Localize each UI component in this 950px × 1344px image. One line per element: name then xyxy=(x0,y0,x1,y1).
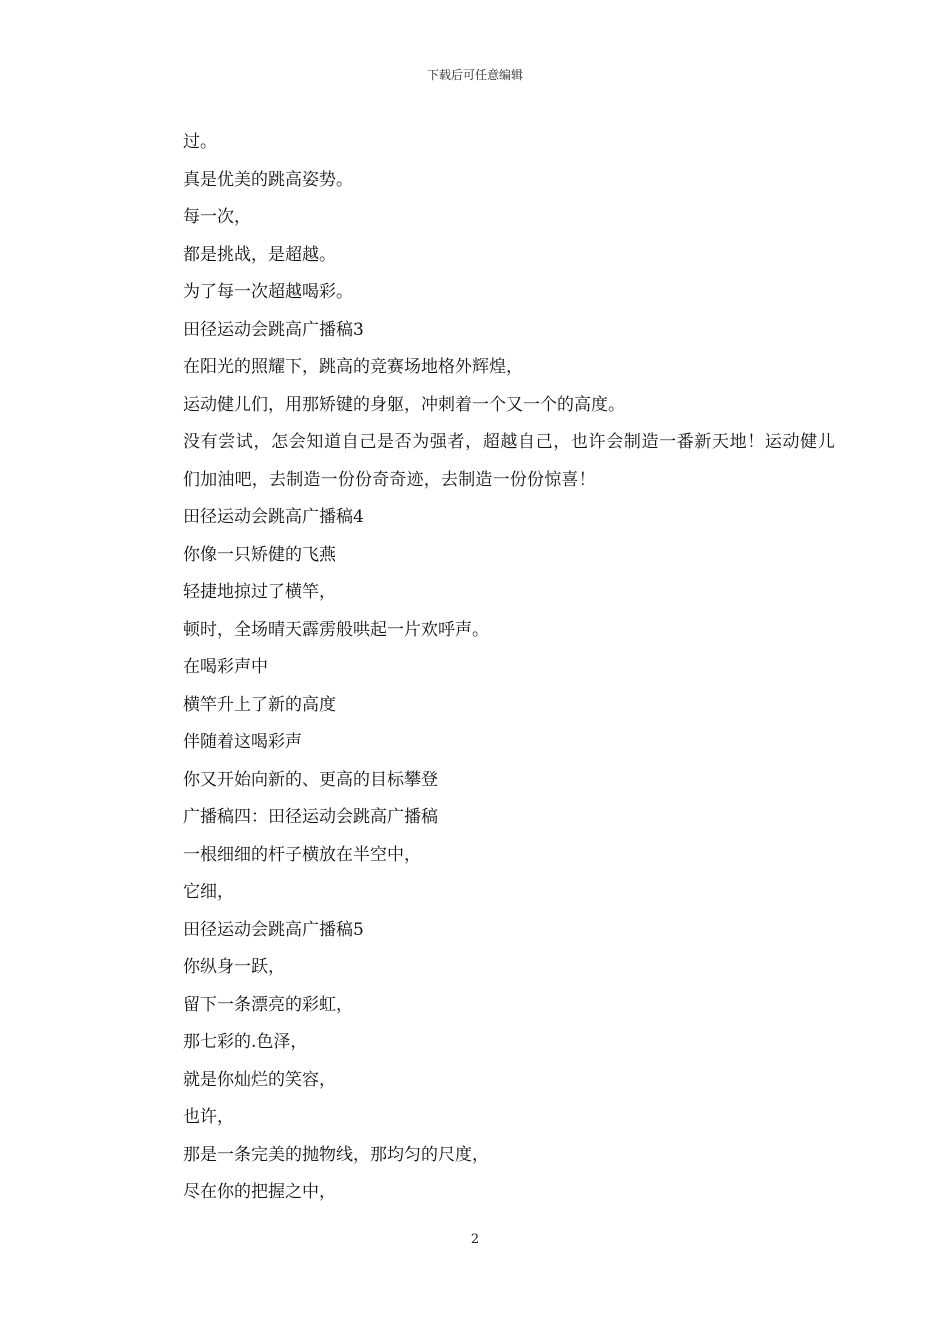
paragraph: 留下一条漂亮的彩虹， xyxy=(183,994,353,1015)
paragraph: 都是挑战，是超越。 xyxy=(183,244,336,265)
document-body xyxy=(145,124,835,1212)
paragraph: 轻捷地掠过了横竿， xyxy=(183,582,336,602)
paragraph: 就是你灿烂的笑容， xyxy=(183,1069,336,1090)
paragraph: 尽在你的把握之中， xyxy=(183,1182,336,1202)
page-number: 2 xyxy=(470,1232,480,1247)
paragraph: 也许， xyxy=(183,1107,234,1127)
section-heading: 田径运动会跳高广播稿3 xyxy=(183,319,364,340)
paragraph: 伴随着这喝彩声 xyxy=(183,732,302,752)
paragraph: 横竿升上了新的高度 xyxy=(183,694,336,715)
paragraph: 没有尝试，怎会知道自己是否为强者，超越自己，也许会制造一番新天地！运动健儿们加油吧，去制造一份份奇奇迹，去制造一份份惊喜！ xyxy=(183,432,835,490)
paragraph: 每一次， xyxy=(183,207,251,227)
page-header-note: 下载后可任意编辑 xyxy=(426,68,523,82)
paragraph: 那是一条完美的抛物线，那均匀的尺度， xyxy=(183,1144,489,1165)
paragraph: 你像一只矫健的飞燕 xyxy=(183,544,336,565)
paragraph: 过。 xyxy=(183,132,217,152)
paragraph: 在喝彩声中 xyxy=(183,657,268,677)
paragraph: 运动健儿们，用那矫键的身躯，冲刺着一个又一个的高度。 xyxy=(183,394,625,415)
section-heading: 广播稿四：田径运动会跳高广播稿 xyxy=(183,807,438,827)
paragraph: 顿时，全场晴天霹雳般哄起一片欢呼声。 xyxy=(183,619,489,640)
section-heading: 田径运动会跳高广播稿4 xyxy=(183,507,364,527)
paragraph: 你纵身一跃， xyxy=(183,957,285,977)
paragraph: 一根细细的杆子横放在半空中， xyxy=(183,844,421,865)
paragraph: 为了每一次超越喝彩。 xyxy=(183,282,353,302)
section-heading: 田径运动会跳高广播稿5 xyxy=(183,919,364,940)
paragraph: 那七彩的.色泽， xyxy=(183,1032,308,1052)
paragraph: 在阳光的照耀下，跳高的竞赛场地格外辉煌， xyxy=(183,357,523,377)
paragraph: 真是优美的跳高姿势。 xyxy=(183,169,353,190)
paragraph: 它细， xyxy=(183,882,234,902)
paragraph: 你又开始向新的、更高的目标攀登 xyxy=(183,769,438,790)
